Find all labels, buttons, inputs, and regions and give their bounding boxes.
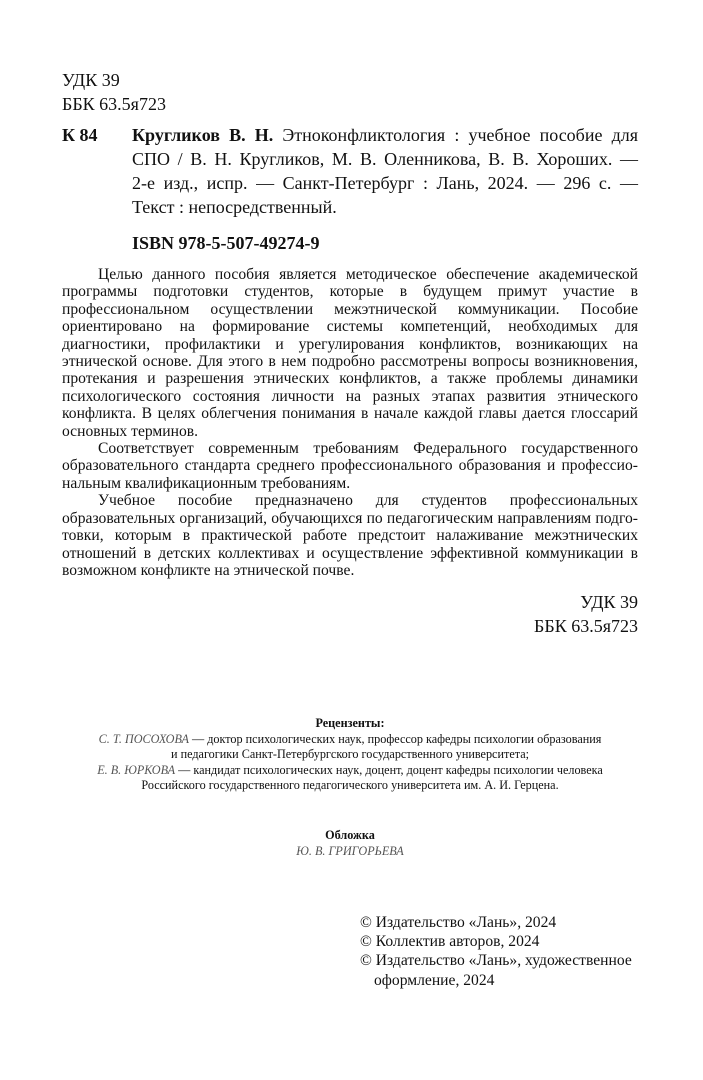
footer-codes	[534, 590, 638, 638]
abstract-line: профессиональном осуществлении межэтнической коммуникации. Пособие	[62, 300, 638, 318]
abstract-line: диагностики, профилактики и урегулирования конфликтов, возникающих на	[62, 335, 638, 353]
cover-title: Обложка	[325, 828, 375, 842]
copyright-line: оформление, 2024	[374, 971, 495, 989]
abstract-line: товки, которым в практической работе предстоит налаживание межэтнических	[62, 527, 638, 545]
abstract-line: конфликта. В целях облегчения понимания в начале каждой главы дается глоссарий	[62, 405, 638, 423]
isbn: ISBN 978-5-507-49274-9	[132, 233, 320, 253]
reviewer-1	[62, 732, 638, 748]
reviewer-2	[62, 763, 638, 779]
bibliographic-record	[132, 123, 638, 219]
bib-line-3: 2-е изд., испр. — Санкт-Петербург : Лань, 2024. — 296 с. —	[132, 173, 638, 193]
abstract-line: отношений в детских коллективах и осуществление эффективной коммуникации в	[62, 544, 638, 562]
abstract-line: ориентировано на формирование системы компетенций, необходимых для	[62, 318, 638, 336]
cover-credit	[62, 828, 638, 859]
abstract-line: возможном конфликте на этнической почве.	[62, 561, 355, 579]
author-name: Кругликов В. Н.	[132, 125, 274, 145]
reviewer-1-name: С. Т. ПОСОХОВА	[98, 731, 189, 746]
bib-line-2: СПО / В. Н. Кругликов, М. В. Оленникова, В. В. Хороших. —	[132, 149, 638, 169]
cover-designer: Ю. В. ГРИГОРЬЕВА	[296, 843, 404, 858]
abstract-line: Целью данного пособия является методическое обеспечение академической	[98, 266, 638, 283]
abstract-line: психологического состояния личности на разных этапах развития этнического	[62, 387, 638, 405]
abstract-line: образовательного стандарта среднего профессионального образования и профессио-	[62, 457, 638, 475]
abstract-line: нальным квалификационным требованиям.	[62, 474, 351, 492]
abstract	[62, 266, 638, 579]
reviewers	[62, 716, 638, 794]
bbk-code: ББК 63.5я723	[62, 94, 166, 114]
reviewer-2-name: Е. В. ЮРКОВА	[97, 762, 176, 777]
copyright-block	[360, 913, 632, 990]
copyright-line: © Издательство «Лань», 2024	[360, 914, 557, 931]
abstract-line: программы подготовки студентов, которые в будущем примут участие в	[62, 283, 638, 301]
udk-code-footer: УДК 39	[580, 592, 638, 612]
bib-line-4: Текст : непосредственный.	[132, 197, 337, 217]
classification-codes	[62, 68, 166, 116]
reviewer-2-desc: — кандидат психологических наук, доцент, доцент кафедры психологии человека	[175, 762, 603, 777]
udk-code: УДК 39	[62, 70, 120, 90]
author-mark: К 84	[62, 125, 98, 145]
abstract-line: Учебное пособие предназначено для студентов профессиональных	[98, 492, 638, 510]
bbk-code-footer: ББК 63.5я723	[534, 616, 638, 636]
reviewer-2-affiliation: Российского государственного педагогического университета им. А. И. Герцена.	[141, 778, 559, 793]
copyright-line: © Коллектив авторов, 2024	[360, 933, 540, 951]
abstract-line: Соответствует современным требованиям Федерального государственного	[98, 440, 638, 458]
reviewers-title: Рецензенты:	[315, 716, 385, 730]
abstract-line: основных терминов.	[62, 422, 199, 440]
abstract-line: этнической основе. Для этого в нем подробно рассмотрены вопросы возникновения,	[62, 353, 638, 371]
copyright-line: © Издательство «Лань», художественное	[360, 952, 632, 970]
bib-line-1	[132, 123, 638, 147]
reviewer-1-affiliation: и педагогики Санкт-Петербургского государственного университета;	[171, 747, 529, 762]
abstract-line: образовательных организаций, обучающихся по педагогическим направлениям подго-	[62, 509, 638, 527]
reviewer-1-desc: — доктор психологических наук, профессор кафедры психологии образования	[188, 731, 602, 746]
bib-title: Этноконфликтология : учебное пособие для	[282, 125, 639, 145]
abstract-line: протекания и разрешения этнических конфликтов, а также проблемы динамики	[62, 370, 638, 388]
